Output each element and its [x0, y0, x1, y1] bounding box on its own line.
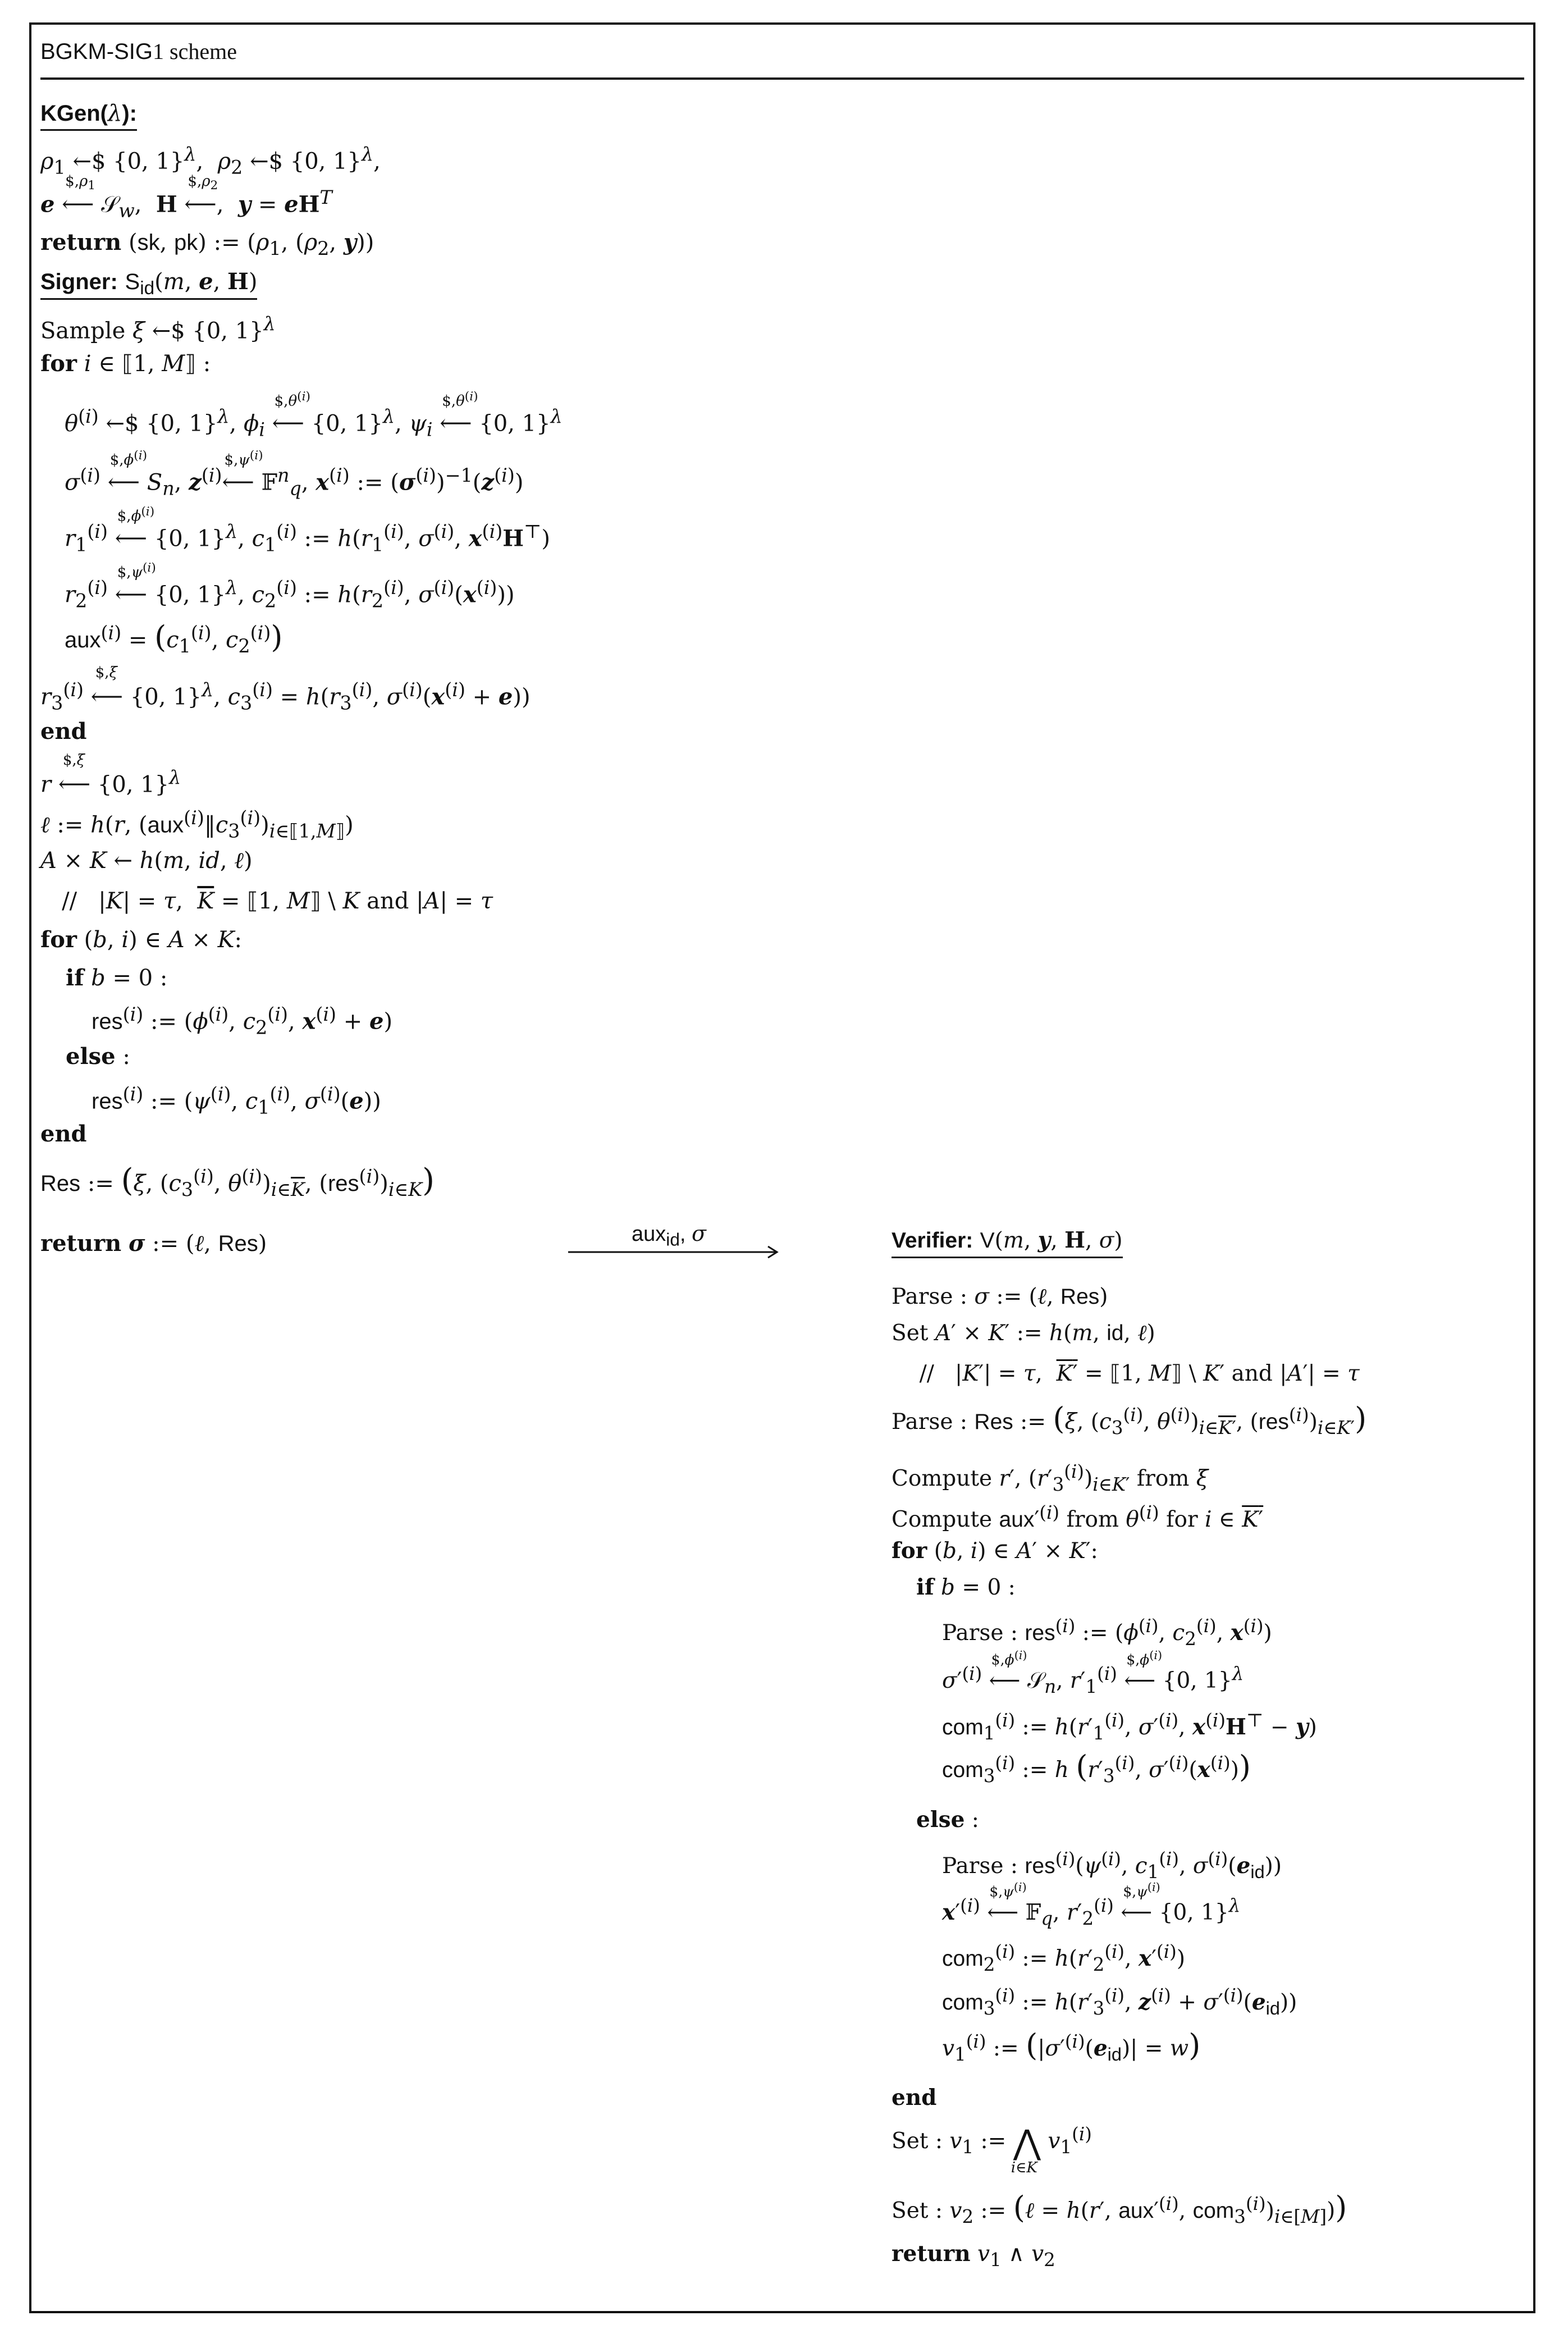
verifier-line-11: com$_1^{(i)}$ := $h(r'_1^{(i)}$, $\sigma'^{(i)}$, $x^{(i)}H^⊤ - y$): [942, 1710, 1317, 1744]
signer-line-18: res$^{(i)}$ := ($\psi^{(i)}$, $c_1^{(i)}$, $\sigma^{(i)}(e)$): [92, 1083, 381, 1118]
signer-line-6: $r_2^{(i)}$ ⟵ $\$,\psi^{(i)}$ {0, 1}$^\lambda$, $c_2^{(i)}$ := $h(r_2^{(i)}$, $\sigma^{(i)}(x^{(i)})$): [65, 561, 515, 612]
signer-line-10: r ⟵ $,ξ {0, 1}$^\lambda$: [40, 752, 181, 798]
scheme-title: BGKM-SIG1 scheme: [40, 39, 237, 64]
signer-line-9: end: [40, 718, 87, 745]
verifier-line-16: com$_2^{(i)}$ := $h(r'_2^{(i)}$, $x'^{(i)}$): [942, 1941, 1186, 1975]
verifier-line-10: $\sigma'^{(i)}$ ⟵ $\$,\phi^{(i)}$ 𝒮$_n$, $r'_1^{(i)}$ ⟵ $\$,\phi^{(i)}$ {0, 1}$^\lambda$: [942, 1648, 1244, 1697]
verifier-line-14: Parse : $res^{(i)}(\psi^{(i)}$, $c_1^{(i)}$, $\sigma^{(i)}(e_{id})$): [942, 1848, 1282, 1883]
verifier-line-1: Parse : σ := (ℓ, Res): [892, 1284, 1108, 1309]
signer-line-2: for i ∈ ⟦1, M⟧ :: [40, 350, 211, 377]
verifier-line-4: Parse : Res := (ξ, ($c_3^{(i)}$, $\theta^{(i)})_{i\in K'}$, $(res^{(i)})_{i\in K'}$): [892, 1401, 1367, 1438]
signer-line-12: A × K ← h(m, id, ℓ): [40, 848, 253, 874]
message-arrow-icon: [567, 1244, 780, 1260]
signer-line-20: Res := (ξ, ($c_3^{(i)}$, $\theta^{(i)})_{i\in\overline{K}}$, $(res^{(i)})_{i\in K}$): [40, 1162, 435, 1200]
signer-line-14: for (b, i) ∈ A × K:: [40, 926, 243, 953]
verifier-line-12: com$_3^{(i)}$ := h ($r'_3^{(i)}$, $\sigma'^{(i)}(x^{(i)})$): [942, 1749, 1251, 1787]
verifier-line-19: end: [892, 2085, 937, 2111]
signer-line-16: res$^{(i)}$ := ($\phi^{(i)}$, $c_2^{(i)}$, $x^{(i)} + e$): [92, 1003, 393, 1039]
verifier-line-15: $x'^{(i)}$ ⟵ $\$,\psi^{(i)}$ 𝔽$_q$, $r'_2^{(i)}$ ⟵ $\$,\psi^{(i)}$ {0, 1}$^\lambda$: [942, 1880, 1241, 1929]
verifier-line-8: if b = 0 :: [916, 1574, 1016, 1600]
signer-line-19: end: [40, 1121, 87, 1147]
signer-line-17: else :: [66, 1043, 130, 1070]
verifier-line-13: else :: [916, 1807, 979, 1833]
verifier-line-20: Set : $v_1$ := ⋀ i∈K $v_1^{(i)}$: [892, 2123, 1092, 2176]
verifier-line-18: $v_1^{(i)}$ := $(|\sigma'^{(i)}(e_{id})| = w)$: [942, 2027, 1201, 2065]
verifier-line-5: Compute r′, $(r'_3^{(i)})_{i\in K'}$ from ξ: [892, 1461, 1209, 1495]
keygen-line-2: e ⟵ $\$,\rho_1$ 𝒮$_w$, H ⟵ $\$,\rho_2$ , $y = eH^T$: [40, 173, 332, 222]
verifier-line-9: Parse : res$^{(i)}$ := ($\phi^{(i)}$, $c_2^{(i)}$, $x^{(i)}$): [942, 1615, 1272, 1650]
verifier-line-17: com$_3^{(i)}$ := $h(r'_3^{(i)}$, $z^{(i)} + \sigma'^{(i)}(e_{id})$): [942, 1985, 1297, 2019]
signer-line-8: $r_3^{(i)}$ ⟵ $,ξ {0, 1}$^\lambda$, $c_3^{(i)} = h(r_3^{(i)}$, $\sigma^{(i)}(x^{(i)} + e)$): [40, 664, 531, 714]
message-arrow-label: aux$_{id}$, σ: [632, 1221, 706, 1250]
verifier-line-21: Set : $v_2$ := (ℓ = h(r′, $aux'^{(i)}$, $com_3^{(i)})_{i\in[M]}$)): [892, 2190, 1347, 2227]
verifier-line-3: // |K′| = τ, K′ = ⟦1, M⟧ \ K′ and |A′| = τ: [892, 1361, 1360, 1386]
signer-header: Signer: $S_{id}(m$, e, H): [40, 268, 258, 299]
keygen-line-1: $\rho_1$ ←$ {0, 1}$^\lambda$, $\rho_2$ ←$ {0, 1}$^\lambda$,: [40, 143, 381, 179]
title-divider: [40, 77, 1524, 80]
signer-line-3: $\theta^{(i)}$ ←$ {0, 1}$^\lambda$, $\phi_i$ ⟵ $\$,\theta^{(i)}$ {0, 1}$^\lambda$, $\psi_i$ ⟵ $\$,\theta^{(i)}$ {0, 1}$^\lambda$: [65, 390, 563, 441]
signer-line-11: ℓ := h(r, $(aux^{(i)}‖c_3^{(i)})_{i\in⟦1,M⟧}$): [40, 807, 354, 842]
signer-line-15: if b = 0 :: [66, 965, 168, 991]
signer-line-13: // |K| = τ, $\overline{K}$ = ⟦1, M⟧ \ K and |A| = τ: [40, 888, 493, 914]
verifier-line-7: for (b, i) ∈ A′ × K′:: [892, 1538, 1098, 1564]
signer-line-4: $\sigma^{(i)}$ ⟵ $\$,\phi^{(i)}$ $S_n$, $z^{(i)}⟵$ $\$,\psi^{(i)}$ 𝔽$^n_q$, $x^{(i)}$ := $(\sigma^{(i)})^{-1}(z^{(i)})$: [65, 449, 524, 500]
keygen-header: KGen(λ):: [40, 102, 137, 125]
keygen-line-3: return (sk, pk) := ($\rho_1$, ($\rho_2$, y)): [40, 229, 374, 259]
verifier-line-6: Compute $aux'^{(i)}$ from $\theta^{(i)}$ for i ∈ K′: [892, 1502, 1264, 1532]
verifier-line-2: Set A′ × K′ := h(m, id, ℓ): [892, 1321, 1155, 1346]
signer-line-7: $aux^{(i)} = (c_1^{(i)}$, $c_2^{(i)}$): [65, 619, 283, 657]
verifier-header: Verifier: V(m, y, H, σ): [892, 1230, 1123, 1252]
signer-line-1: Sample ξ ←$ {0, 1}$^\lambda$: [40, 313, 276, 344]
signer-line-5: $r_1^{(i)}$ ⟵ $\$,\phi^{(i)}$ {0, 1}$^\lambda$, $c_1^{(i)}$ := $h(r_1^{(i)}$, $\sigma^{(i)}$, $x^{(i)}H^⊤$): [65, 505, 550, 556]
verifier-line-22: return $v_1$ ∧ $v_2$: [892, 2241, 1055, 2271]
signer-line-21: return σ := (ℓ, Res): [40, 1230, 267, 1257]
